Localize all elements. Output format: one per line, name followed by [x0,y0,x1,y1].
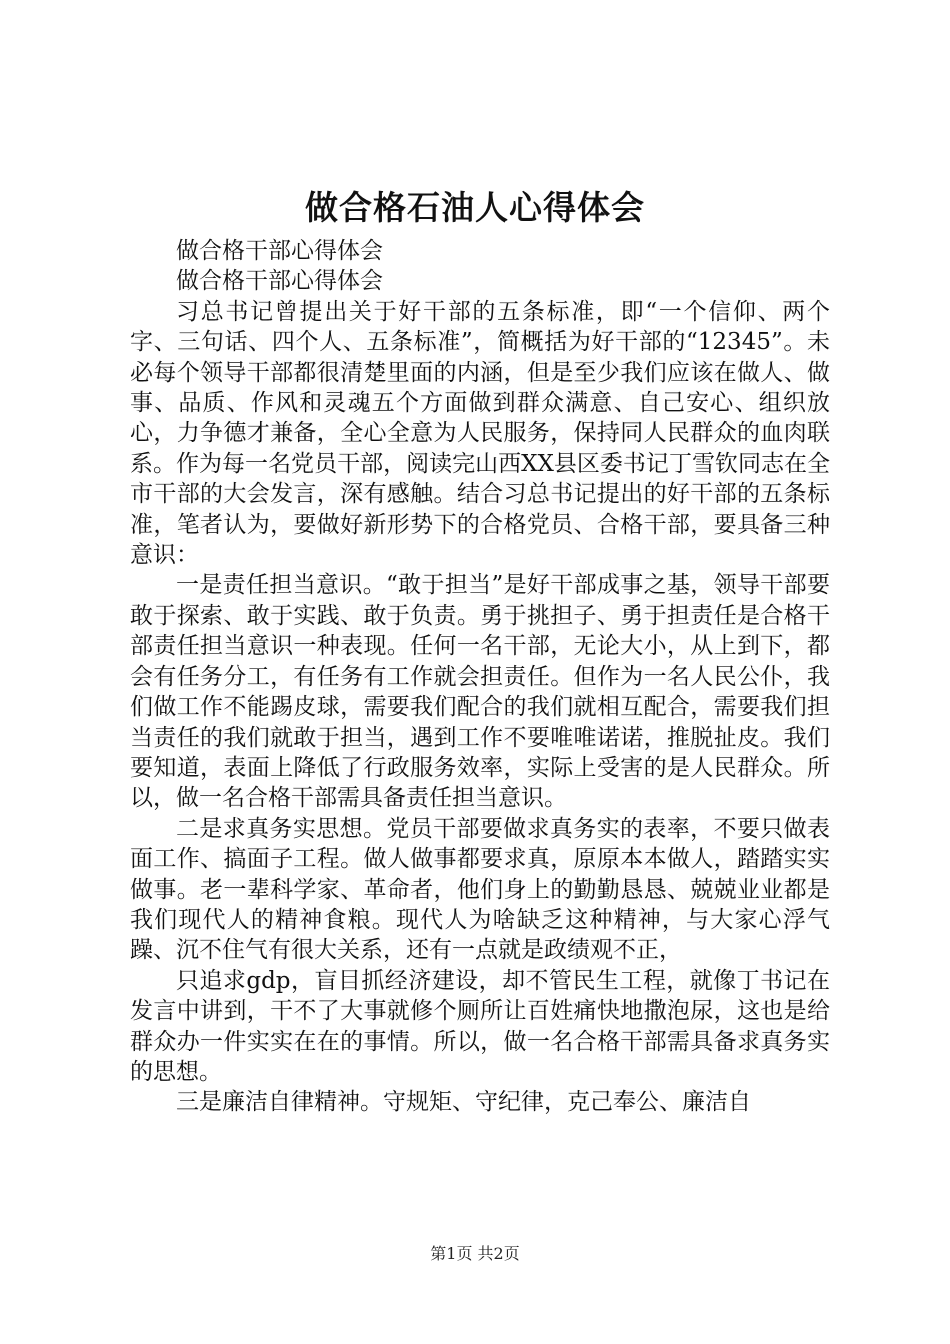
paragraph: 做合格干部心得体会 [176,268,383,295]
page-number-footer: 第1页 共2页 [430,1244,520,1263]
paragraph: 做合格干部心得体会 [176,238,383,264]
paragraph: 三是廉洁自律精神。守规矩、守纪律，克己奉公、廉洁自 [176,1089,751,1116]
paragraph: 一是责任担当意识。“敢于担当”是好干部成事之基，领导干部要敢于探索、敢于实践、敢于负责。勇于挑担子、勇于担责任是合格干部责任担当意识一种表现。任何一名干部，无论大小，从上到下，都会有任务分工，有任务有工作就会担责任。但作为一名人民公仆，我们做工作不能踢皮球，需要我们配合的我们就相互配合，需要我们担当责任的我们就敢于担当，遇到工作不要唯唯诺诺，推脱扯皮。我们要知道，表面上降低了行政服务效率，实际上受害的是人民群众。所以，做一名合格干部需具备责任担当意识。 [130,572,830,812]
document-body [130,236,830,1118]
document-title: 做合格石油人心得体会 [305,188,645,227]
paragraph: 习总书记曾提出关于好干部的五条标准，即“一个信仰、两个字、三句话、四个人、五条标准”，简概括为好干部的“12345”。未必每个领导干部都很清楚里面的内涵，但是至少我们应该在做人、做事、品质、作风和灵魂五个方面做到群众满意、自己安心、组织放心，力争德才兼备，全心全意为人民服务，保持同人民群众的血肉联系。作为每一名党员干部，阅读完山西XX县区委书记丁雪钦同志在全市干部的大会发言，深有感触。结合习总书记提出的好干部的五条标准，笔者认为，要做好新形势下的合格党员、合格干部，要具备三种意识： [130,298,830,569]
paragraph: 二是求真务实思想。党员干部要做求真务实的表率，不要只做表面工作、搞面子工程。做人做事都要求真，原原本本做人，踏踏实实做事。老一辈科学家、革命者，他们身上的勤勤恳恳、兢兢业业都是我们现代人的精神食粮。现代人为啥缺乏这种精神，与大家心浮气躁、沉不住气有很大关系，还有一点就是政绩观不正， [130,815,830,964]
paragraph: 只追求gdp，盲目抓经济建设，却不管民生工程，就像丁书记在发言中讲到，干不了大事就修个厕所让百姓痛快地撒泡尿，这也是给群众办一件实实在在的事情。所以，做一名合格干部需具备求真务实的思想。 [130,967,830,1085]
